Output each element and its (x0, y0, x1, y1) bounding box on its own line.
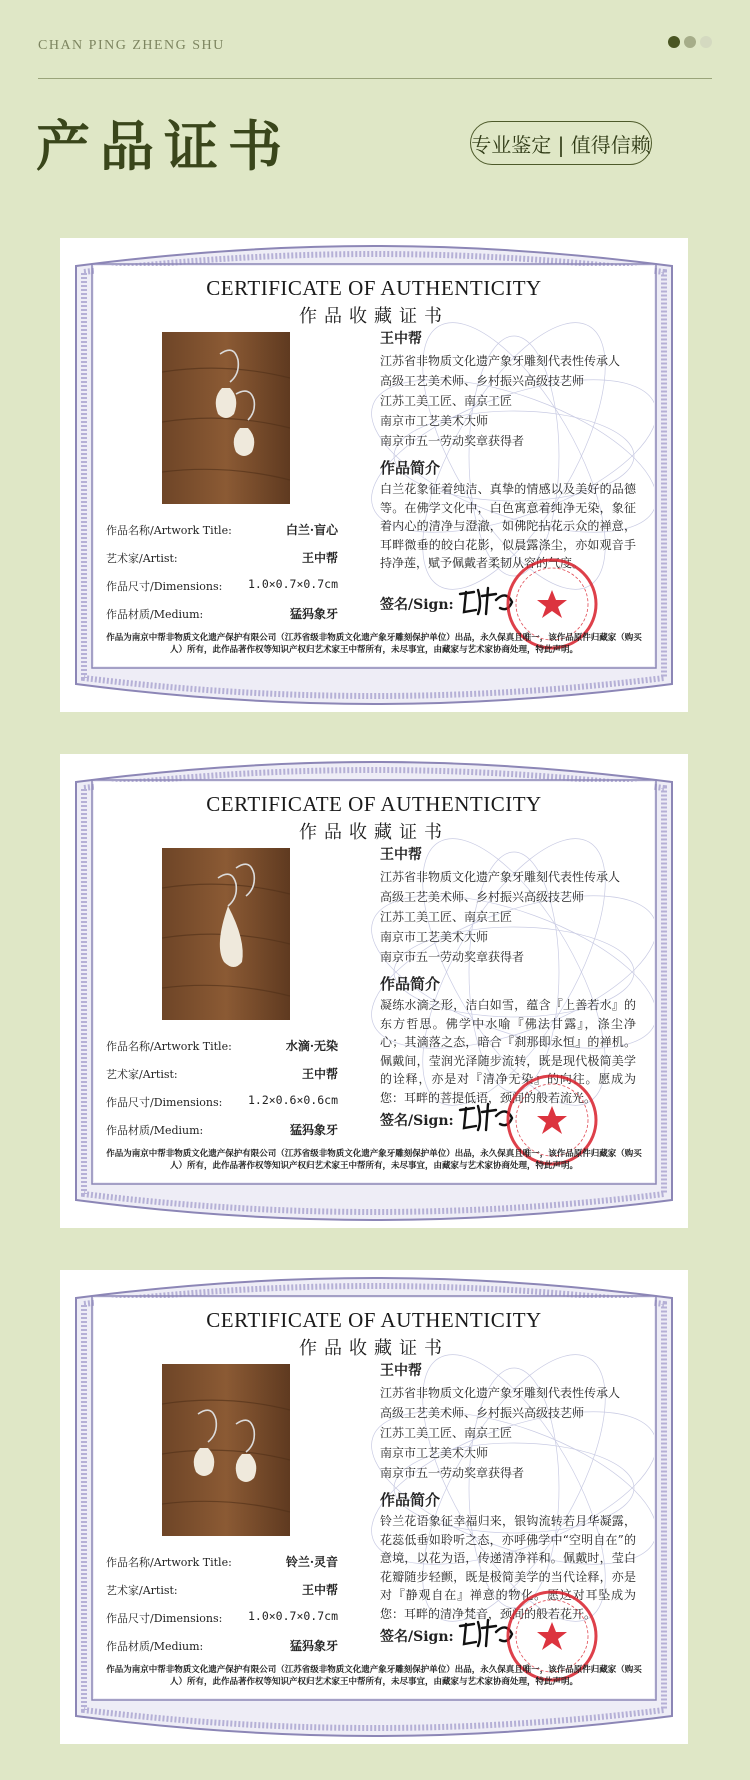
dot-1 (668, 36, 680, 48)
field-label: 艺术家/Artist: (106, 1584, 178, 1597)
trust-badge: 专业鉴定 | 值得信赖 (470, 121, 652, 165)
field-dimensions (106, 572, 338, 600)
intro-heading: 作品简介 (380, 975, 441, 993)
certificate-title: CERTIFICATE OF AUTHENTICITY (206, 1308, 542, 1332)
certificate-title: CERTIFICATE OF AUTHENTICITY (206, 276, 542, 300)
artist-bio-line: 高级工艺美术师、乡村振兴高级技艺师 (380, 1406, 585, 1420)
artist-bio-line: 南京市工艺美术大师 (380, 1446, 489, 1460)
page-indicator-dots (668, 36, 712, 48)
field-value: 王中帮 (301, 1583, 338, 1597)
field-label: 作品尺寸/Dimensions: (106, 1096, 223, 1109)
artwork-fields (106, 516, 338, 628)
artist-bio-line: 南京市五一劳动奖章获得者 (380, 1466, 525, 1480)
artist-name: 王中帮 (380, 847, 422, 863)
artist-bio-line: 高级工艺美术师、乡村振兴高级技艺师 (380, 890, 585, 904)
field-value: 1.0×0.7×0.7cm (247, 577, 338, 591)
field-dimensions (106, 1604, 338, 1632)
field-medium (106, 600, 338, 628)
artist-bio-line: 南京市工艺美术大师 (380, 930, 489, 944)
artist-info (380, 1360, 650, 1623)
field-artist (106, 544, 338, 572)
field-label: 作品材质/Medium: (106, 608, 204, 621)
sign-label: 签名/Sign: (380, 1629, 454, 1645)
certificate-body (94, 782, 654, 1182)
certificate-card (60, 238, 688, 712)
artist-bio-line: 江苏省非物质文化遗产象牙雕刻代表性传承人 (380, 1386, 621, 1400)
page-title: 产品证书 (36, 114, 292, 178)
field-value: 水滴·无染 (285, 1039, 338, 1053)
top-bar (38, 30, 712, 79)
field-value: 王中帮 (301, 551, 338, 565)
field-value: 猛犸象牙 (289, 1639, 338, 1653)
field-value: 1.0×0.7×0.7cm (247, 1609, 338, 1623)
certificate-subtitle: 作品收藏证书 (299, 306, 449, 327)
earring-photo (162, 332, 290, 504)
field-value: 猛犸象牙 (289, 1123, 338, 1137)
field-label: 作品名称/Artwork Title: (106, 1556, 232, 1569)
sign-label: 签名/Sign: (380, 597, 454, 613)
certificate-title: CERTIFICATE OF AUTHENTICITY (206, 792, 542, 816)
field-label: 艺术家/Artist: (106, 552, 178, 565)
certificate-subtitle: 作品收藏证书 (299, 1338, 449, 1359)
artwork-fields (106, 1548, 338, 1660)
dot-3 (700, 36, 712, 48)
field-medium (106, 1632, 338, 1660)
certificate-body (94, 266, 654, 666)
artist-bio-line: 江苏工美工匠、南京工匠 (380, 394, 513, 408)
field-label: 艺术家/Artist: (106, 1068, 178, 1081)
artist-bio-line: 南京市五一劳动奖章获得者 (380, 434, 525, 448)
certificate-card (60, 1270, 688, 1744)
certificate-subtitle: 作品收藏证书 (299, 822, 449, 843)
field-artist (106, 1576, 338, 1604)
field-label: 作品名称/Artwork Title: (106, 1040, 232, 1053)
intro-heading: 作品简介 (380, 459, 441, 477)
certificate-body (94, 1298, 654, 1698)
artist-bio-line: 江苏工美工匠、南京工匠 (380, 910, 513, 924)
field-dimensions (106, 1088, 338, 1116)
artist-name: 王中帮 (380, 1363, 422, 1379)
field-title (106, 1032, 338, 1060)
certificate-footer-note: 作品为南京中帮非物质文化遗产保护有限公司（江苏省级非物质文化遗产象牙雕刻保护单位）出品，永久保真且唯一，该作品原件归藏家（购买人）所有，此作品著作权等知识产权归艺术家王中帮所有，未尽事宜，由藏家与艺术家协商处理，特此声明。 (106, 1149, 642, 1171)
certificate-footer-note: 作品为南京中帮非物质文化遗产保护有限公司（江苏省级非物质文化遗产象牙雕刻保护单位）出品，永久保真且唯一，该作品原件归藏家（购买人）所有，此作品著作权等知识产权归艺术家王中帮所有，未尽事宜，由藏家与艺术家协商处理，特此声明。 (106, 1665, 642, 1687)
field-label: 作品尺寸/Dimensions: (106, 580, 223, 593)
field-title (106, 1548, 338, 1576)
earring-photo (162, 848, 290, 1020)
field-value: 铃兰·灵音 (285, 1555, 338, 1569)
artist-bio-line: 江苏省非物质文化遗产象牙雕刻代表性传承人 (380, 354, 621, 368)
artist-bio-line: 南京市五一劳动奖章获得者 (380, 950, 525, 964)
artist-bio-line: 江苏工美工匠、南京工匠 (380, 1426, 513, 1440)
field-label: 作品名称/Artwork Title: (106, 524, 232, 537)
artist-info (380, 844, 650, 1107)
sign-label: 签名/Sign: (380, 1113, 454, 1129)
certificate-footer-note: 作品为南京中帮非物质文化遗产保护有限公司（江苏省级非物质文化遗产象牙雕刻保护单位）出品，永久保真且唯一，该作品原件归藏家（购买人）所有，此作品著作权等知识产权归艺术家王中帮所有，未尽事宜，由藏家与艺术家协商处理，特此声明。 (106, 633, 642, 655)
brand-text: CHAN PING ZHENG SHU (38, 38, 225, 53)
artist-bio-line: 南京市工艺美术大师 (380, 414, 489, 428)
field-title (106, 516, 338, 544)
field-label: 作品尺寸/Dimensions: (106, 1612, 223, 1625)
field-label: 作品材质/Medium: (106, 1124, 204, 1137)
field-medium (106, 1116, 338, 1144)
field-value: 王中帮 (301, 1067, 338, 1081)
field-label: 作品材质/Medium: (106, 1640, 204, 1653)
artist-name: 王中帮 (380, 331, 422, 347)
field-value: 1.2×0.6×0.6cm (247, 1093, 338, 1107)
artist-bio-line: 高级工艺美术师、乡村振兴高级技艺师 (380, 374, 585, 388)
field-value: 猛犸象牙 (289, 607, 338, 621)
certificate-card (60, 754, 688, 1228)
intro-heading: 作品简介 (380, 1491, 441, 1509)
dot-2 (684, 36, 696, 48)
artwork-introduction: 凝练水滴之形，洁白如雪，蕴含『上善若水』的东方哲思。佛学中水喻『佛法甘露』，涤尘净心；其滴落之态，暗合『刹那即永恒』的禅机。佩戴间，莹润光泽随步流转，既是现代极简美学的诠释，亦是对『清净无染』的向往。愿成为您：耳畔的菩提低语，颈间的般若流光。 (380, 998, 636, 1105)
artwork-fields (106, 1032, 338, 1144)
field-artist (106, 1060, 338, 1088)
artist-info (380, 328, 650, 573)
earring-photo (162, 1364, 290, 1536)
artist-bio-line: 江苏省非物质文化遗产象牙雕刻代表性传承人 (380, 870, 621, 884)
artwork-introduction: 铃兰花语象征幸福归来，银钩流转若月华凝露，花蕊低垂如聆听之态，亦呼佛学中“空明自在”的意境，以花为语，传递清净祥和。佩戴时，莹白花瓣随步轻颤，既是极简美学的当代诠释，亦是对『静观自在』禅意的物化。愿这对耳坠成为您：耳畔的清净梵音，颈间的般若花开。 (380, 1514, 636, 1621)
field-value: 白兰·盲心 (285, 523, 338, 537)
artwork-introduction: 白兰花象征着纯洁、真挚的情感以及美好的品德等。在佛学文化中，白色寓意着纯净无染，象征着内心的清净与澄澈，如佛陀拈花示众的禅意，耳畔微垂的皎白花影，似晨露涤尘，亦如观音手持净莲，赋予佩戴者柔韧从容的气度。 (380, 482, 636, 570)
